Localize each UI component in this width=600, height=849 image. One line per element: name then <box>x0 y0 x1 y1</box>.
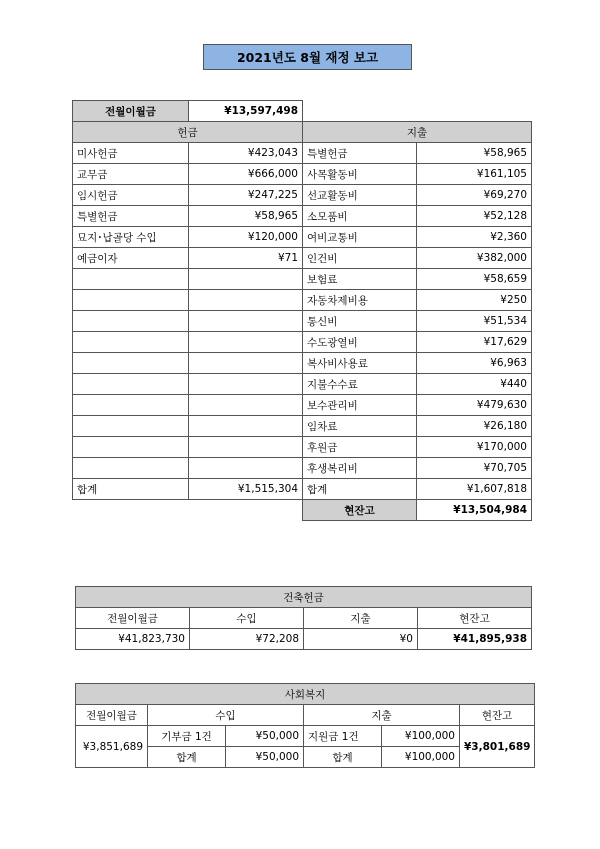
table-row <box>73 164 532 185</box>
expense-value: ¥58,965 <box>417 143 532 164</box>
income-value: ¥120,000 <box>189 227 303 248</box>
income-total-value: ¥1,515,304 <box>189 479 303 500</box>
expense-value: ¥58,659 <box>417 269 532 290</box>
income-value <box>189 353 303 374</box>
welfare-income-total-label: 합계 <box>148 747 226 768</box>
table-row <box>73 206 532 227</box>
expense-label: 선교활동비 <box>303 185 417 206</box>
expense-total-label: 합계 <box>303 479 417 500</box>
income-value <box>189 437 303 458</box>
prev-balance-row <box>73 101 532 122</box>
income-label: 임시헌금 <box>73 185 189 206</box>
income-value <box>189 290 303 311</box>
building-header: 건축헌금 <box>76 587 532 608</box>
table-row <box>73 395 532 416</box>
welfare-col-income: 수입 <box>148 705 304 726</box>
income-value: ¥666,000 <box>189 164 303 185</box>
expense-label: 보수관리비 <box>303 395 417 416</box>
welfare-expense-item-value: ¥100,000 <box>382 726 460 747</box>
expense-label: 인건비 <box>303 248 417 269</box>
building-prev-value: ¥41,823,730 <box>76 629 190 650</box>
welfare-income-total-value: ¥50,000 <box>226 747 304 768</box>
table-row <box>73 248 532 269</box>
income-total-label: 합계 <box>73 479 189 500</box>
table-row <box>73 269 532 290</box>
income-label: 교무금 <box>73 164 189 185</box>
income-value: ¥247,225 <box>189 185 303 206</box>
expense-label: 보험료 <box>303 269 417 290</box>
income-value <box>189 374 303 395</box>
expense-value: ¥51,534 <box>417 311 532 332</box>
table-row <box>73 185 532 206</box>
expense-label: 임차료 <box>303 416 417 437</box>
table-row <box>73 458 532 479</box>
welfare-prev-value: ¥3,851,689 <box>76 726 148 768</box>
balance-value: ¥13,504,984 <box>417 500 532 521</box>
income-value <box>189 458 303 479</box>
welfare-col-expense: 지출 <box>304 705 460 726</box>
income-label: 특별헌금 <box>73 206 189 227</box>
building-income-value: ¥72,208 <box>190 629 304 650</box>
building-col-prev: 전월이월금 <box>76 608 190 629</box>
expense-value: ¥440 <box>417 374 532 395</box>
expense-label: 특별헌금 <box>303 143 417 164</box>
expense-label: 수도광열비 <box>303 332 417 353</box>
welfare-expense-item: 지원금 1건 <box>304 726 382 747</box>
expense-value: ¥161,105 <box>417 164 532 185</box>
expense-value: ¥69,270 <box>417 185 532 206</box>
welfare-expense-total-label: 합계 <box>304 747 382 768</box>
building-fund-table <box>75 586 532 650</box>
building-expense-value: ¥0 <box>304 629 418 650</box>
expense-value: ¥6,963 <box>417 353 532 374</box>
report-title: 2021년도 8월 재정 보고 <box>203 44 412 70</box>
table-row <box>73 416 532 437</box>
expense-label: 후원금 <box>303 437 417 458</box>
welfare-table <box>75 683 535 768</box>
expense-value: ¥170,000 <box>417 437 532 458</box>
prev-balance-label: 전월이월금 <box>73 101 189 122</box>
section-header-row <box>73 122 532 143</box>
finance-table <box>72 100 532 521</box>
balance-label: 현잔고 <box>303 500 417 521</box>
expense-value: ¥479,630 <box>417 395 532 416</box>
income-value <box>189 269 303 290</box>
income-label <box>73 458 189 479</box>
expense-header: 지출 <box>303 122 532 143</box>
income-label <box>73 374 189 395</box>
expense-label: 후생복리비 <box>303 458 417 479</box>
balance-row <box>73 500 532 521</box>
building-col-balance: 현잔고 <box>418 608 532 629</box>
income-label <box>73 353 189 374</box>
welfare-header: 사회복지 <box>76 684 535 705</box>
welfare-expense-total-value: ¥100,000 <box>382 747 460 768</box>
expense-value: ¥250 <box>417 290 532 311</box>
table-row <box>73 374 532 395</box>
income-label <box>73 269 189 290</box>
expense-label: 복사비사용료 <box>303 353 417 374</box>
income-value <box>189 332 303 353</box>
income-value: ¥58,965 <box>189 206 303 227</box>
table-row <box>73 143 532 164</box>
income-label <box>73 332 189 353</box>
income-value: ¥423,043 <box>189 143 303 164</box>
building-balance-value: ¥41,895,938 <box>418 629 532 650</box>
income-label: 예금이자 <box>73 248 189 269</box>
expense-label: 지불수수료 <box>303 374 417 395</box>
income-label <box>73 416 189 437</box>
income-value <box>189 395 303 416</box>
welfare-income-item-value: ¥50,000 <box>226 726 304 747</box>
income-header: 헌금 <box>73 122 303 143</box>
table-row <box>73 353 532 374</box>
expense-value: ¥2,360 <box>417 227 532 248</box>
spacer-cell <box>189 500 303 521</box>
income-value <box>189 416 303 437</box>
income-label <box>73 437 189 458</box>
income-value <box>189 311 303 332</box>
spacer-cell <box>73 500 189 521</box>
income-label <box>73 290 189 311</box>
total-row <box>73 479 532 500</box>
building-col-income: 수입 <box>190 608 304 629</box>
expense-label: 여비교통비 <box>303 227 417 248</box>
welfare-col-balance: 현잔고 <box>460 705 535 726</box>
expense-label: 소모품비 <box>303 206 417 227</box>
table-row <box>73 227 532 248</box>
expense-label: 자동차제비용 <box>303 290 417 311</box>
table-row <box>73 332 532 353</box>
income-value: ¥71 <box>189 248 303 269</box>
welfare-income-item: 기부금 1건 <box>148 726 226 747</box>
building-col-expense: 지출 <box>304 608 418 629</box>
expense-label: 통신비 <box>303 311 417 332</box>
table-row <box>73 437 532 458</box>
expense-value: ¥26,180 <box>417 416 532 437</box>
expense-value: ¥382,000 <box>417 248 532 269</box>
welfare-col-prev: 전월이월금 <box>76 705 148 726</box>
prev-balance-value: ¥13,597,498 <box>189 101 303 122</box>
expense-value: ¥17,629 <box>417 332 532 353</box>
income-label: 미사헌금 <box>73 143 189 164</box>
table-row <box>73 311 532 332</box>
income-label <box>73 395 189 416</box>
table-row <box>73 290 532 311</box>
income-label: 묘지･납골당 수입 <box>73 227 189 248</box>
expense-value: ¥52,128 <box>417 206 532 227</box>
expense-label: 사목활동비 <box>303 164 417 185</box>
expense-total-value: ¥1,607,818 <box>417 479 532 500</box>
income-label <box>73 311 189 332</box>
expense-value: ¥70,705 <box>417 458 532 479</box>
welfare-balance-value: ¥3,801,689 <box>460 726 535 768</box>
